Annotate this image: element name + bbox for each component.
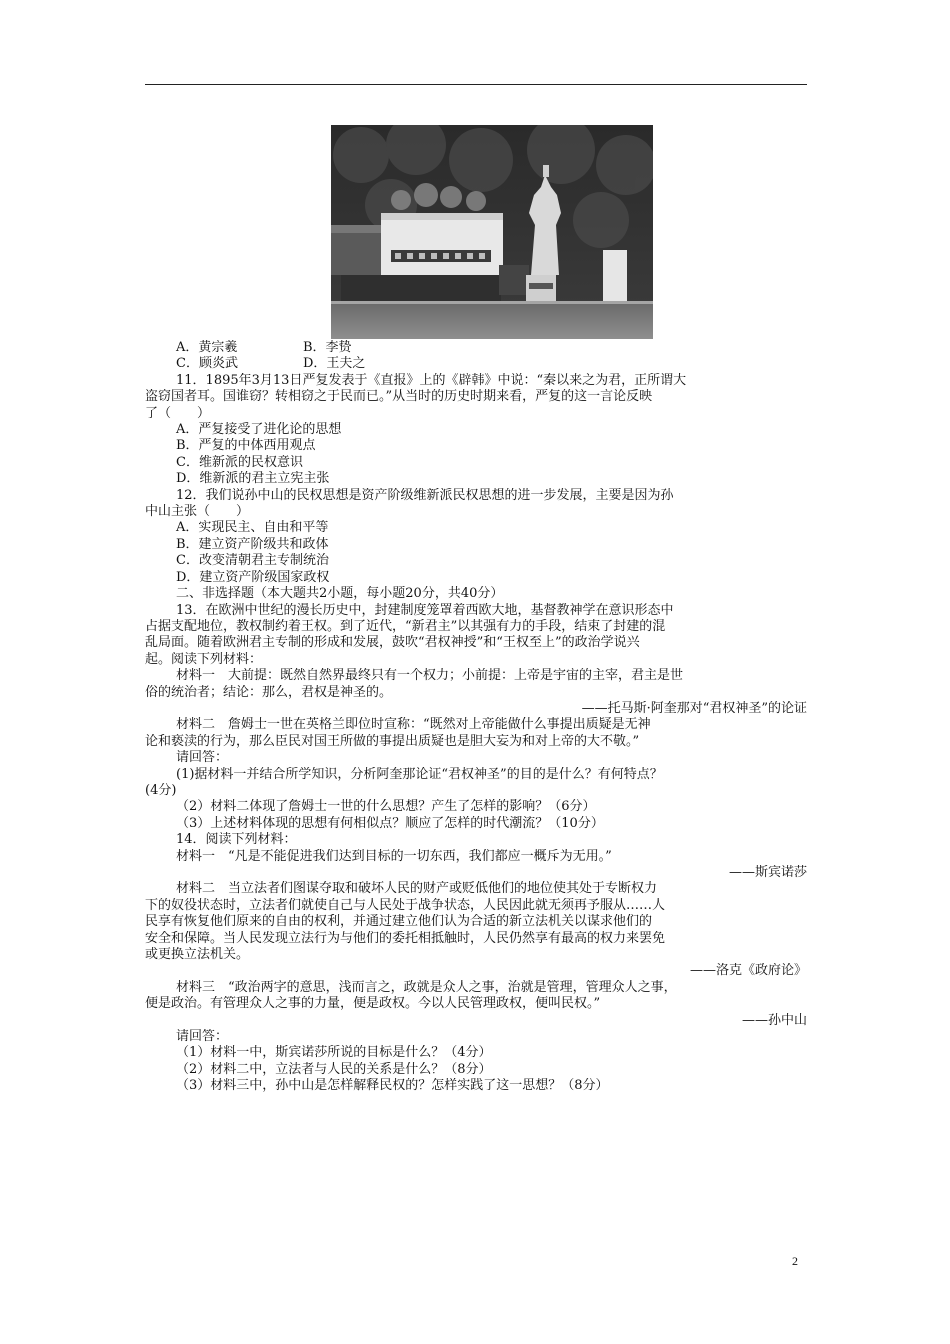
q13-intro: 占据支配地位，教权制约着王权。到了近代，“新君主”以其强有力的手段，结束了封建的混 (145, 618, 666, 634)
document-body (145, 340, 807, 1095)
q13-ask: 请回答： (176, 750, 229, 766)
q10-option-b: B．李贽 (303, 340, 352, 355)
q12-option-d: D．建立资产阶级国家政权 (176, 569, 330, 585)
header-rule (145, 84, 807, 85)
q13-material-1: 材料一 大前提：既然自然界最终只有一个权力；小前提：上帝是宇宙的主宰，君主是世 (176, 668, 684, 684)
q14-material-3: 材料三 “政治两字的意思，浅而言之，政就是众人之事，治就是管理，管理众人之事， (176, 979, 677, 995)
q11-stem: 11．1895年3月13日严复发表于《直报》上的《辟韩》中说：“秦以来之为君，正所谓大 (176, 372, 687, 388)
q13-material-1-source: ——托马斯·阿奎那对“君权神圣”的论证 (581, 700, 807, 716)
q14-material-2: 或更换立法机关。 (145, 947, 250, 963)
section-heading: 二、非选择题（本大题共2小题，每小题20分，共40分） (176, 586, 504, 602)
q13-intro: 起。阅读下列材料： (145, 651, 263, 667)
q10-options-row2 (145, 356, 807, 372)
q13-material-1: 俗的统治者；结论：那么，君权是神圣的。 (145, 684, 393, 700)
q10-options-row1 (145, 340, 807, 356)
q14-material-1-source: ——斯宾诺莎 (728, 865, 807, 880)
q14-question-3: （3）材料三中，孙中山是怎样解释民权的？怎样实践了这一思想？（8分） (176, 1078, 609, 1094)
q12-option-b: B．建立资产阶级共和政体 (176, 536, 329, 552)
q13-question-1: (1)据材料一并结合所学知识，分析阿奎那论证“君权神圣”的目的是什么？有何特点？ (176, 766, 663, 782)
q13-material-2: 论和亵渎的行为，那么臣民对国王所做的事提出质疑也是胆大妄为和对上帝的大不敬。” (145, 733, 640, 749)
q14-material-2: 安全和保障。当人民发现立法行为与他们的委托相抵触时，人民仍然享有最高的权力来罢免 (145, 930, 666, 946)
statue-photo (331, 125, 653, 339)
q12-stem: 12．我们说孙中山的民权思想是资产阶级维新派民权思想的进一步发展，主要是因为孙 (176, 487, 674, 503)
q11-option-c: C．维新派的民权意识 (176, 454, 303, 470)
q14-ask: 请回答： (176, 1029, 229, 1045)
q14-material-1: 材料一 “凡是不能促进我们达到目标的一切东西，我们都应一概斥为无用。” (176, 848, 612, 864)
q13-question-3: （3）上述材料体现的思想有何相似点？顺应了怎样的时代潮流？（10分） (176, 815, 604, 831)
q10-option-c: C．顾炎武 (176, 356, 238, 372)
q14-material-3-source: ——孙中山 (741, 1012, 807, 1028)
q14-intro: 14．阅读下列材料： (176, 832, 297, 848)
q13-intro: 13．在欧洲中世纪的漫长历史中，封建制度笼罩着西欧大地，基督教神学在意识形态中 (176, 602, 674, 618)
q12-option-c: C．改变清朝君主专制统治 (176, 553, 329, 569)
q11-stem: 了（ ） (145, 405, 211, 421)
q14-material-2: 材料二 当立法者们图谋夺取和破坏人民的财产或贬低他们的地位使其处于专断权力 (176, 881, 658, 897)
q11-option-d: D．维新派的君主立宪主张 (176, 471, 330, 487)
q12-option-a: A．实现民主、自由和平等 (176, 520, 329, 536)
q13-question-2: （2）材料二体现了詹姆士一世的什么思想？产生了怎样的影响？（6分） (176, 799, 596, 815)
q13-material-2: 材料二 詹姆士一世在英格兰即位时宣称：“既然对上帝能做什么事提出质疑是无神 (176, 717, 651, 733)
q14-material-2-source: ——洛克《政府论》 (689, 963, 807, 979)
q14-material-2: 下的奴役状态时，立法者们就使自己与人民处于战争状态，人民因此就无须再予服从……人 (145, 897, 666, 913)
q10-option-a: A．黄宗羲 (176, 340, 238, 355)
q13-intro: 乱局面。随着欧洲君主专制的形成和发展，鼓吹“君权神授”和“王权至上”的政治学说兴 (145, 635, 640, 651)
page-number: 2 (792, 1254, 798, 1268)
q12-stem: 中山主张（ ） (145, 504, 250, 520)
q11-option-a: A．严复接受了进化论的思想 (176, 422, 342, 438)
q14-question-1: （1）材料一中，斯宾诺莎所说的目标是什么？（4分） (176, 1045, 492, 1061)
q11-option-b: B．严复的中体西用观点 (176, 438, 316, 454)
q14-material-2: 民享有恢复他们原来的自由的权利，并通过建立他们认为合适的新立法机关以谋求他们的 (145, 914, 653, 930)
q14-material-3: 便是政治。有管理众人之事的力量，便是政权。今以人民管理政权，便叫民权。” (145, 996, 601, 1012)
q11-stem: 盗窃国者耳。国谁窃？转相窃之于民而已。”从当时的历史时期来看，严复的这一言论反映 (145, 389, 653, 405)
q14-question-2: （2）材料二中，立法者与人民的关系是什么？（8分） (176, 1061, 492, 1077)
q10-option-d: D．王夫之 (303, 356, 366, 372)
q13-question-1: (4分) (145, 782, 177, 798)
